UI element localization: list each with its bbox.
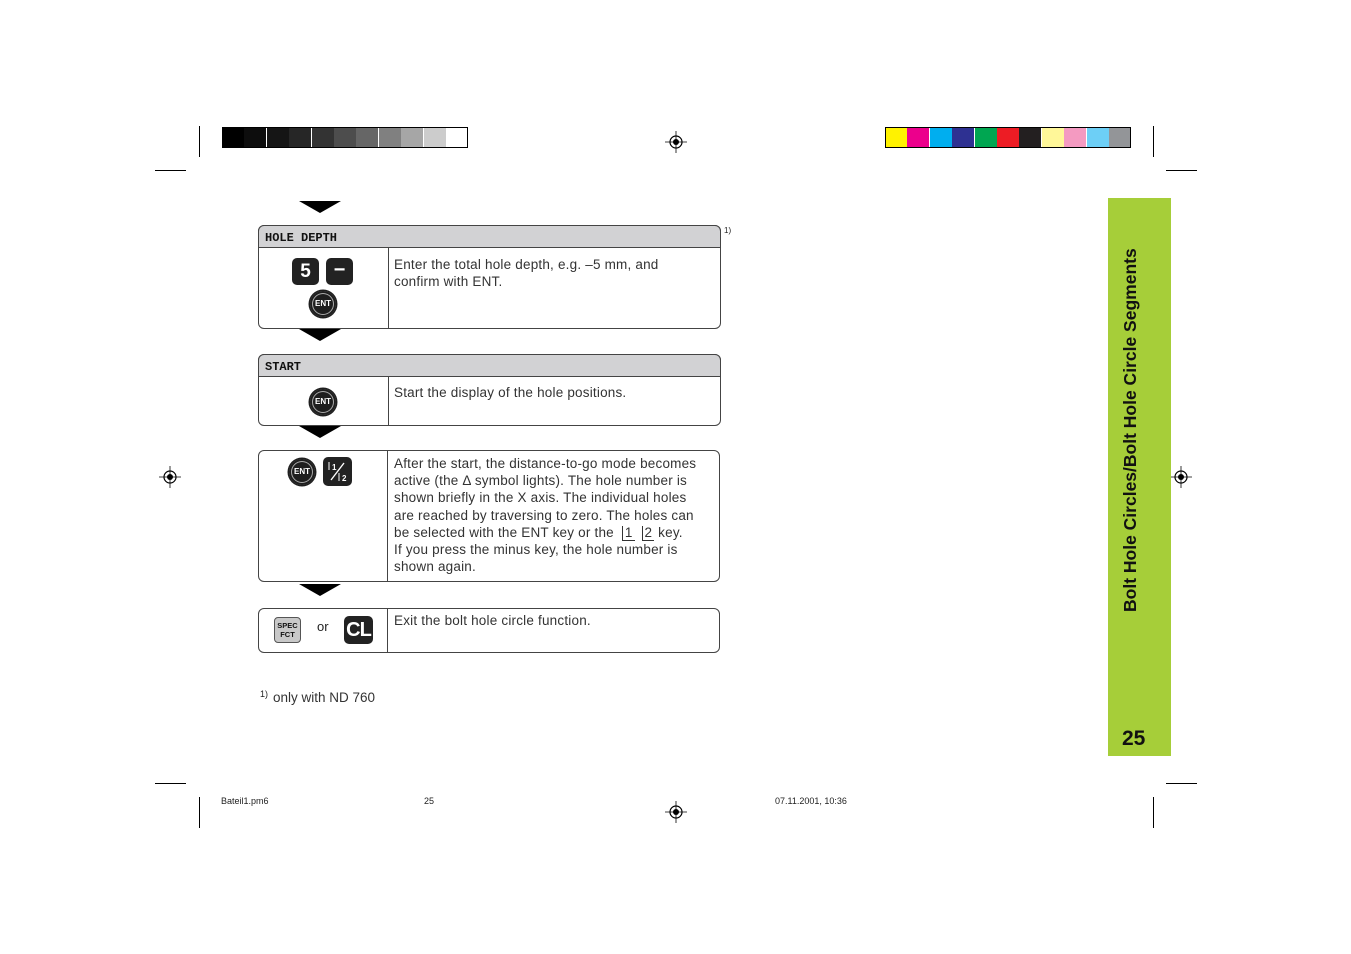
- text-line: [394, 524, 696, 541]
- ent-key-icon: ENT: [310, 389, 336, 415]
- crop-mark: [155, 783, 186, 784]
- column-divider: [388, 377, 389, 425]
- registration-mark-icon: [159, 466, 181, 488]
- step-description: [394, 384, 626, 401]
- step-hole-selection: [258, 450, 720, 582]
- crop-mark: [1153, 797, 1154, 828]
- step-description: [394, 256, 659, 290]
- hole-select-key-icon: [323, 457, 352, 486]
- crop-mark: [1153, 126, 1154, 157]
- down-arrow-icon: [299, 201, 341, 213]
- chapter-title: Bolt Hole Circles/Bolt Hole Circle Segments: [1120, 248, 1140, 612]
- text-fragment: be selected with the ENT key or the: [394, 524, 614, 540]
- header-footnote-mark: 1): [724, 226, 732, 235]
- text-line: shown again.: [394, 559, 476, 575]
- step-hole-depth: [258, 225, 721, 329]
- key-label: SPEC: [277, 621, 298, 630]
- crop-mark: [1166, 170, 1197, 171]
- text-line: Exit the bolt hole circle function.: [394, 613, 591, 628]
- print-filename: Bateil1.pm6: [221, 796, 269, 806]
- down-arrow-icon: [299, 426, 341, 438]
- ent-key-icon: ENT: [310, 291, 336, 317]
- key-label: FCT: [280, 630, 295, 639]
- ent-key-icon: ENT: [289, 459, 315, 485]
- text-line: are reached by traversing to zero. The holes can: [394, 507, 694, 523]
- crop-mark: [1166, 783, 1197, 784]
- print-page: 25: [424, 796, 435, 806]
- crop-mark: [199, 797, 200, 828]
- text-line: Enter the total hole depth, e.g. –5 mm, and: [394, 257, 659, 272]
- text-line: shown briefly in the X axis. The individual holes: [394, 490, 687, 506]
- step-description: [394, 612, 591, 629]
- step-header: HOLE DEPTH: [258, 225, 721, 248]
- down-arrow-icon: [299, 584, 341, 596]
- text-line: After the start, the distance-to-go mode becomes: [394, 456, 697, 471]
- step-start: [258, 354, 721, 426]
- text-fragment: key.: [658, 524, 683, 540]
- minus-key-icon: −: [326, 258, 353, 285]
- crop-mark: [199, 126, 200, 157]
- page-number: 25: [1122, 727, 1146, 750]
- inline-key-2: 2: [642, 526, 655, 541]
- svg-text:1: 1: [332, 463, 337, 472]
- text-line: confirm with ENT.: [394, 274, 503, 290]
- down-arrow-icon: [299, 329, 341, 341]
- text-line: Start the display of the hole positions.: [394, 385, 627, 400]
- print-timestamp: 07.11.2001, 10:36: [775, 796, 847, 806]
- spec-fct-key-icon: [274, 617, 301, 643]
- column-divider: [387, 451, 388, 581]
- column-divider: [387, 609, 388, 652]
- step-exit: [258, 608, 720, 653]
- five-key-icon: 5: [292, 258, 319, 285]
- text-line: active (the Δ symbol lights). The hole number is: [394, 473, 687, 489]
- or-label: or: [317, 619, 329, 634]
- crop-mark: [155, 170, 186, 171]
- cl-key-icon: CL: [344, 616, 373, 644]
- registration-mark-icon: [1170, 466, 1192, 488]
- swatch-frame: [885, 127, 1131, 148]
- step-description: [394, 455, 696, 575]
- column-divider: [388, 248, 389, 328]
- swatch-frame: [222, 127, 468, 148]
- step-header: START: [258, 354, 721, 377]
- footnote-text: only with ND 760: [273, 690, 376, 705]
- registration-mark-icon: [665, 801, 687, 823]
- footnote-mark: 1): [260, 689, 269, 699]
- text-line: If you press the minus key, the hole number is: [394, 542, 678, 558]
- registration-mark-icon: [665, 131, 687, 153]
- inline-key-1: 1: [622, 526, 635, 541]
- svg-text:2: 2: [342, 474, 347, 483]
